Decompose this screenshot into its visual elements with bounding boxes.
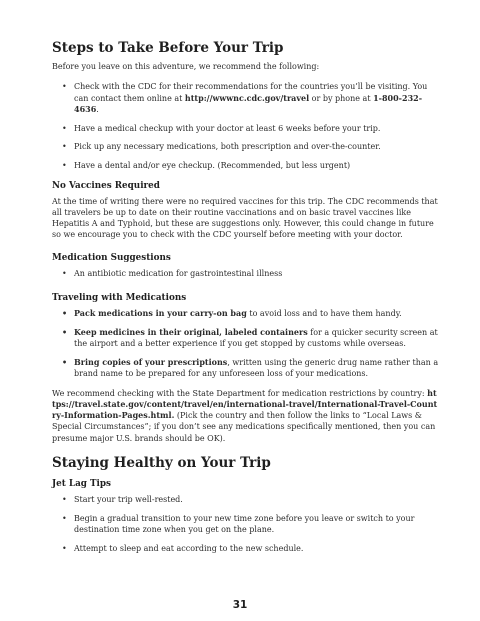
bullet-icon: •: [62, 268, 67, 278]
list-item: • Check with the CDC for their recommendations for the countries you’ll be visiting. You can contact them online at http://wwwnc.cdc.gov/travel or by phone at 1-800-232-4636.: [62, 82, 428, 114]
state-department-link[interactable]: https://travel.state.gov/content/travel/en/international-travel/International-Travel-Country-Information-Pages.html.: [52, 387, 438, 421]
page-content: [52, 40, 440, 562]
bullet-icon: •: [62, 543, 67, 553]
traveling-medications-heading: Traveling with Medications: [52, 293, 187, 304]
no-vaccines-heading: No Vaccines Required: [52, 180, 160, 191]
list-item: • Have a medical checkup with your doctor at least 6 weeks before your trip.: [62, 123, 381, 133]
list-item: • Keep medicines in their original, labeled containers for a quicker security screen at the airport and a better experience if you get stopped by customs while overseas.: [62, 326, 438, 349]
list-item: • Bring copies of your prescriptions, written using the generic drug name rather than a brand name to be prepared for any unforeseen loss of your medications.: [62, 356, 439, 379]
medication-suggestions-heading: Medication Suggestions: [52, 252, 171, 263]
cdc-link[interactable]: http://wwwnc.cdc.gov/travel: [184, 92, 310, 103]
jet-lag-list: [52, 494, 440, 554]
intro-paragraph: Before you leave on this adventure, we recommend the following:: [52, 62, 320, 71]
no-vaccines-paragraph: At the time of writing there were no required vaccines for this trip. The CDC recommends that all travelers be up to date on their routine vaccinations and on basic travel vaccines like Hepatitis A and Typhoid, but these are suggestions only. However, this could change in future so we encourage you to check with the CDC yourself before meeting with your doctor.: [52, 196, 438, 240]
bullet-icon: •: [62, 161, 67, 171]
bullet-icon: •: [62, 142, 67, 152]
bullet-icon: •: [62, 308, 68, 319]
bullet-icon: •: [62, 326, 68, 337]
bullet-icon: •: [62, 356, 68, 367]
list-item: • Attempt to sleep and eat according to the new schedule.: [62, 543, 304, 553]
list-item: • Pick up any necessary medications, both prescription and over-the-counter.: [62, 142, 381, 152]
list-item: • Begin a gradual transition to your new time zone before you leave or switch to your destination time zone when you get on the plane.: [62, 513, 415, 535]
section-heading-before-trip: Steps to Take Before Your Trip: [52, 40, 284, 56]
bullet-icon: •: [62, 495, 67, 505]
list-item: • Pack medications in your carry-on bag to avoid loss and to have them handy.: [62, 308, 402, 319]
traveling-medications-list: [52, 308, 440, 379]
cdc-phone: 1-800-232-4636: [74, 92, 423, 114]
jet-lag-heading: Jet Lag Tips: [52, 479, 111, 490]
before-trip-list: [52, 81, 440, 171]
list-item: • Have a dental and/or eye checkup. (Recommended, but less urgent): [62, 161, 351, 171]
list-item: • An antibiotic medication for gastrointestinal illness: [62, 268, 283, 278]
list-item: • Start your trip well-rested.: [62, 495, 183, 505]
bullet-icon: •: [62, 513, 67, 523]
section-heading-staying-healthy: Staying Healthy on Your Trip: [52, 455, 271, 472]
medication-suggestions-list: [52, 268, 440, 279]
bullet-icon: •: [62, 123, 67, 133]
bullet-icon: •: [62, 82, 67, 92]
state-department-paragraph: We recommend checking with the State Department for medication restrictions by country: https://travel.state.gov/content/travel/en/international-travel/International-Travel-Country-Information-Pages.html. (Pick the country and then follow the links to “Local Laws & Special Circumstances”; if you don’t see any medications specifically mentioned, then you can presume major U.S. brands should be OK).: [52, 387, 438, 443]
page-number: 31: [232, 599, 248, 611]
